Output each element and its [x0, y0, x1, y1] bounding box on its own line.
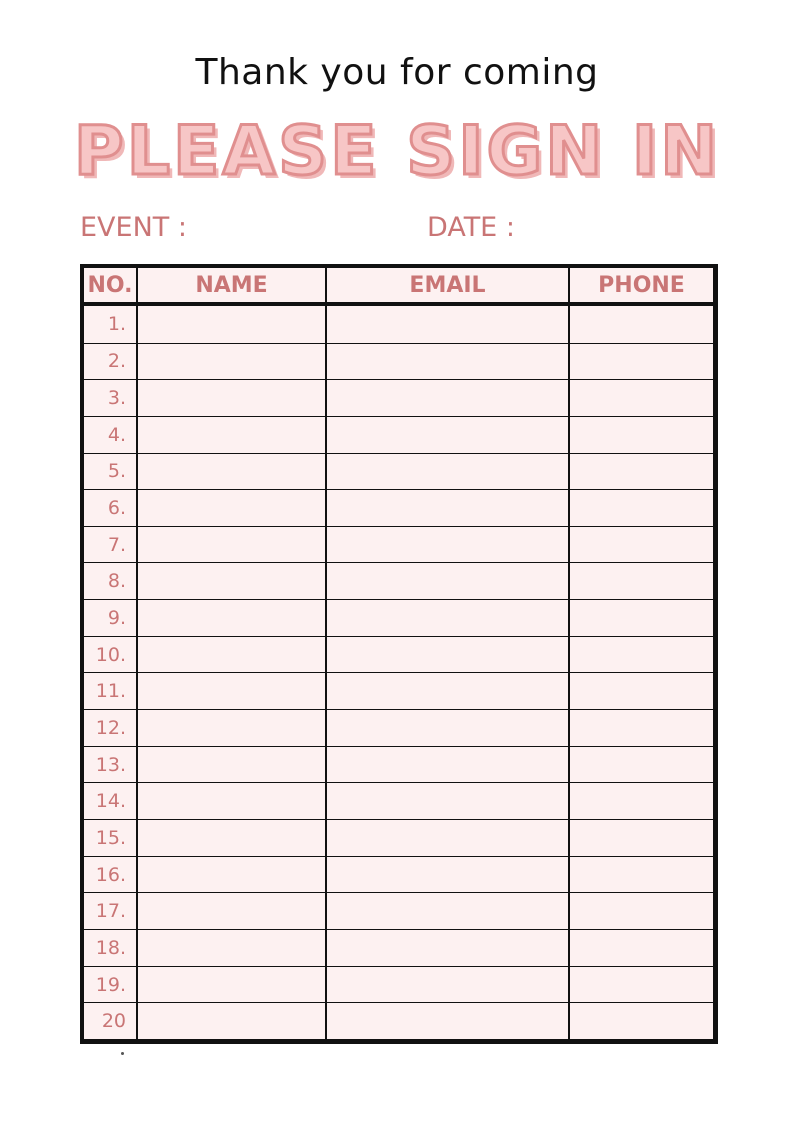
name-cell[interactable] — [137, 343, 326, 380]
date-label: DATE : — [427, 212, 515, 243]
table-row — [84, 380, 713, 417]
phone-cell[interactable] — [569, 380, 713, 417]
name-cell[interactable] — [137, 304, 326, 343]
column-header-email: EMAIL — [326, 268, 569, 304]
subtitle: Thank you for coming — [195, 52, 599, 93]
row-number-cell: 12. — [84, 710, 137, 747]
email-cell[interactable] — [326, 1003, 569, 1039]
phone-cell[interactable] — [569, 673, 713, 710]
table-row — [84, 600, 713, 637]
signin-table — [84, 268, 713, 1039]
phone-cell[interactable] — [569, 930, 713, 967]
phone-cell[interactable] — [569, 490, 713, 527]
phone-cell[interactable] — [569, 563, 713, 600]
email-cell[interactable] — [326, 416, 569, 453]
table-row — [84, 416, 713, 453]
email-cell[interactable] — [326, 563, 569, 600]
column-header-no: NO. — [84, 268, 137, 304]
name-cell[interactable] — [137, 893, 326, 930]
table-row — [84, 453, 713, 490]
name-cell[interactable] — [137, 856, 326, 893]
name-cell[interactable] — [137, 526, 326, 563]
email-cell[interactable] — [326, 453, 569, 490]
table-row — [84, 636, 713, 673]
table-row — [84, 966, 713, 1003]
table-row — [84, 673, 713, 710]
table-row — [84, 526, 713, 563]
phone-cell[interactable] — [569, 746, 713, 783]
name-cell[interactable] — [137, 636, 326, 673]
table-row — [84, 710, 713, 747]
name-cell[interactable] — [137, 600, 326, 637]
row-number-cell: 5. — [84, 453, 137, 490]
column-header-name: NAME — [137, 268, 326, 304]
row-number-cell: 3. — [84, 380, 137, 417]
phone-cell[interactable] — [569, 343, 713, 380]
row-number-cell: 9. — [84, 600, 137, 637]
email-cell[interactable] — [326, 490, 569, 527]
phone-cell[interactable] — [569, 710, 713, 747]
table-body — [84, 304, 713, 1039]
name-cell[interactable] — [137, 783, 326, 820]
row-number-cell: 13. — [84, 746, 137, 783]
email-cell[interactable] — [326, 636, 569, 673]
phone-cell[interactable] — [569, 304, 713, 343]
email-cell[interactable] — [326, 380, 569, 417]
row-number-cell: 11. — [84, 673, 137, 710]
phone-cell[interactable] — [569, 893, 713, 930]
email-cell[interactable] — [326, 526, 569, 563]
email-cell[interactable] — [326, 856, 569, 893]
table-row — [84, 343, 713, 380]
row-number-cell: 17. — [84, 893, 137, 930]
name-cell[interactable] — [137, 380, 326, 417]
event-label: EVENT : — [80, 212, 187, 243]
email-cell[interactable] — [326, 343, 569, 380]
name-cell[interactable] — [137, 930, 326, 967]
table-row — [84, 304, 713, 343]
name-cell[interactable] — [137, 673, 326, 710]
row-number-cell: 6. — [84, 490, 137, 527]
table-row — [84, 820, 713, 857]
email-cell[interactable] — [326, 746, 569, 783]
name-cell[interactable] — [137, 453, 326, 490]
table-row — [84, 930, 713, 967]
phone-cell[interactable] — [569, 636, 713, 673]
table-header-row — [84, 268, 713, 304]
name-cell[interactable] — [137, 746, 326, 783]
table-row — [84, 746, 713, 783]
row-number-cell: 2. — [84, 343, 137, 380]
table-row — [84, 856, 713, 893]
row-number-cell: 19. — [84, 966, 137, 1003]
row-number-cell: 8. — [84, 563, 137, 600]
row-number-cell: 4. — [84, 416, 137, 453]
row-number-cell: 7. — [84, 526, 137, 563]
phone-cell[interactable] — [569, 1003, 713, 1039]
row-number-cell: 14. — [84, 783, 137, 820]
table-row — [84, 563, 713, 600]
email-cell[interactable] — [326, 820, 569, 857]
table-row — [84, 893, 713, 930]
page-title: PLEASE SIGN IN — [73, 112, 721, 191]
name-cell[interactable] — [137, 490, 326, 527]
name-cell[interactable] — [137, 710, 326, 747]
row-number-cell: 10. — [84, 636, 137, 673]
phone-cell[interactable] — [569, 453, 713, 490]
email-cell[interactable] — [326, 966, 569, 1003]
table-row — [84, 1003, 713, 1039]
signin-table-frame — [80, 264, 718, 1044]
email-cell[interactable] — [326, 783, 569, 820]
row-number-cell: 1. — [84, 304, 137, 343]
email-cell[interactable] — [326, 710, 569, 747]
row-number-cell: 18. — [84, 930, 137, 967]
table-row — [84, 490, 713, 527]
email-cell[interactable] — [326, 600, 569, 637]
table-row — [84, 783, 713, 820]
phone-cell[interactable] — [569, 820, 713, 857]
phone-cell[interactable] — [569, 526, 713, 563]
name-cell[interactable] — [137, 563, 326, 600]
email-cell[interactable] — [326, 673, 569, 710]
phone-cell[interactable] — [569, 856, 713, 893]
name-cell[interactable] — [137, 966, 326, 1003]
phone-cell[interactable] — [569, 783, 713, 820]
email-cell[interactable] — [326, 304, 569, 343]
row-number-cell: 20 — [84, 1003, 137, 1039]
row-number-cell: 15. — [84, 820, 137, 857]
phone-cell[interactable] — [569, 966, 713, 1003]
name-cell[interactable] — [137, 1003, 326, 1039]
phone-cell[interactable] — [569, 416, 713, 453]
phone-cell[interactable] — [569, 600, 713, 637]
email-cell[interactable] — [326, 930, 569, 967]
email-cell[interactable] — [326, 893, 569, 930]
column-header-phone: PHONE — [569, 268, 713, 304]
name-cell[interactable] — [137, 416, 326, 453]
stray-dot — [121, 1052, 124, 1055]
name-cell[interactable] — [137, 820, 326, 857]
row-number-cell: 16. — [84, 856, 137, 893]
